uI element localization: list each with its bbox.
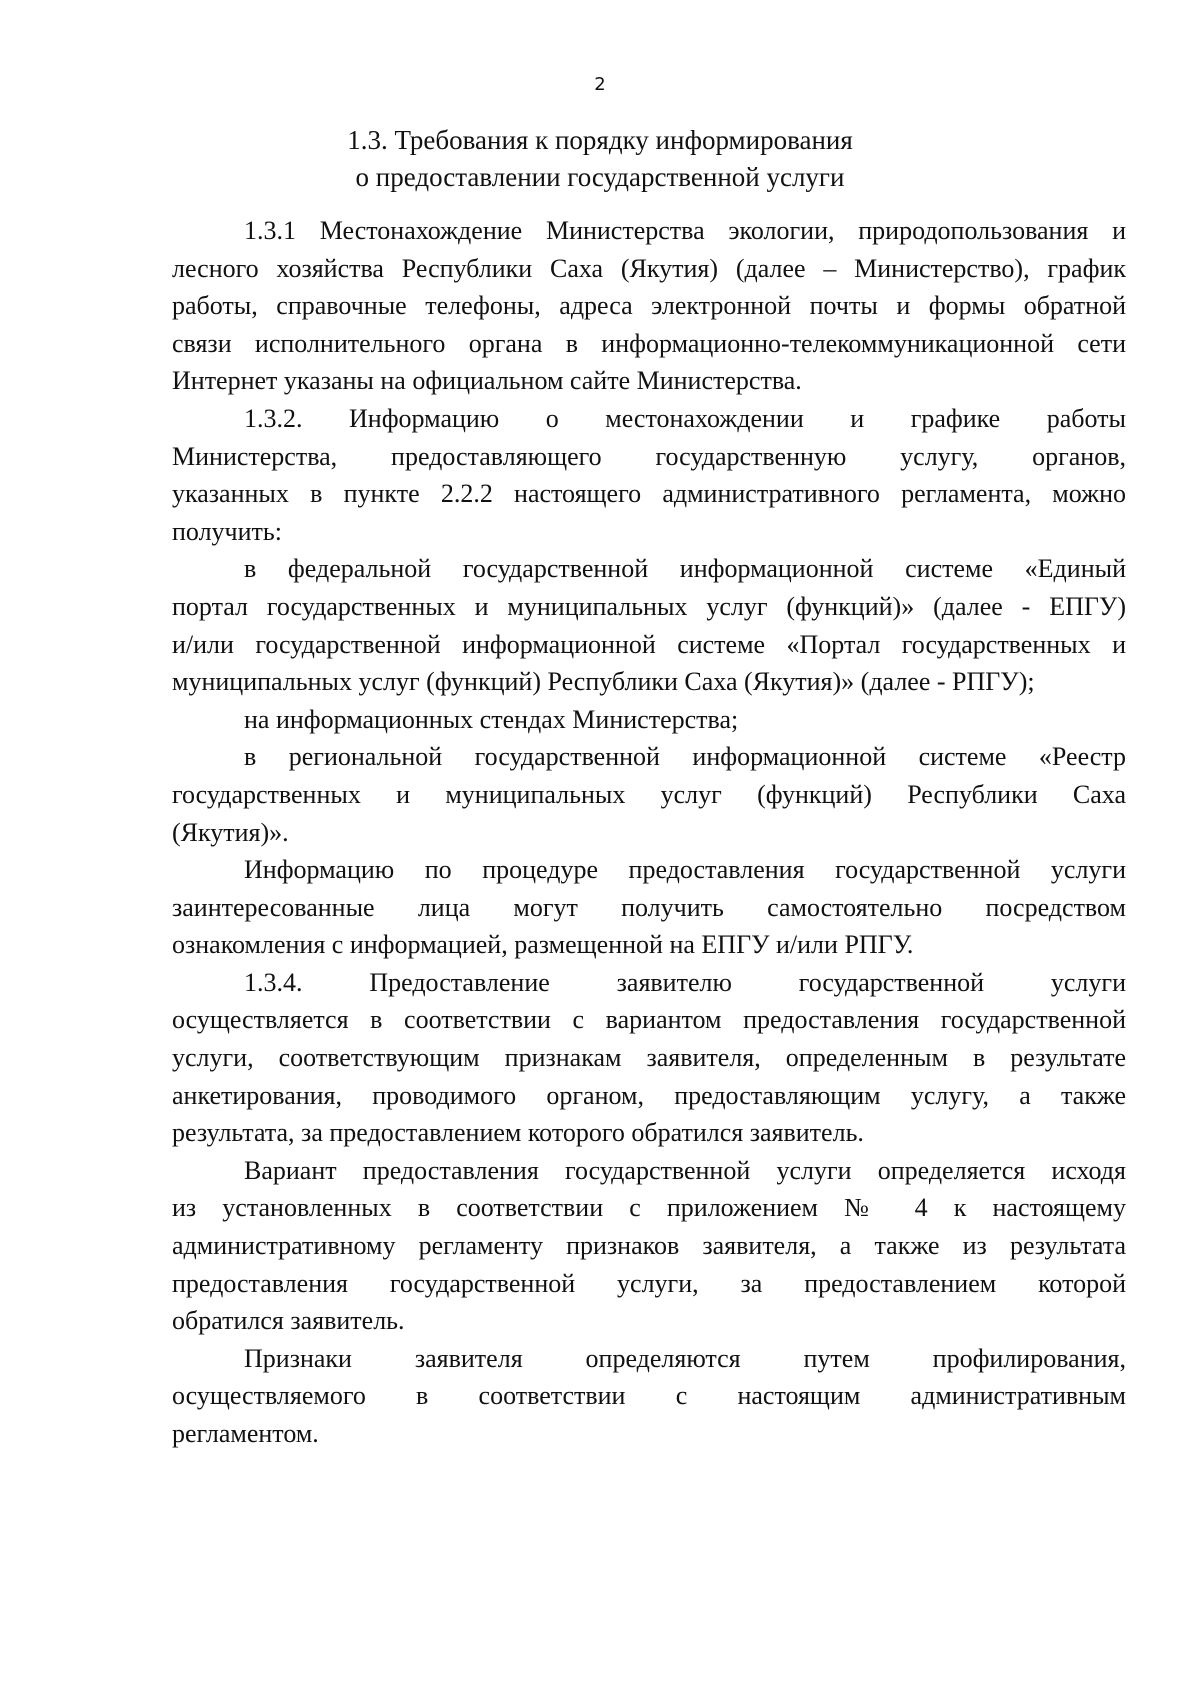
text-line: Министерства, предоставляющего государственную услугу, органов,	[172, 441, 1126, 471]
text-line: осуществляемого в соответствии с настоящим административным	[172, 1381, 1126, 1411]
paragraph-1-3-4	[172, 964, 1126, 1152]
text-line: заинтересованные лица могут получить самостоятельно посредством	[172, 892, 1126, 922]
paragraph-procedure-info	[172, 851, 1126, 964]
text-line: портал государственных и муниципальных услуг (функций)» (далее - ЕПГУ)	[172, 591, 1126, 621]
text-line: получить:	[172, 516, 282, 546]
text-line: осуществляется в соответствии с вариантом предоставления государственной	[172, 1005, 1126, 1035]
text-line: Вариант предоставления государственной услуги определяется исходя	[244, 1155, 1126, 1185]
text-line: муниципальных услуг (функций) Республики Саха (Якутия)» (далее - РПГУ);	[172, 667, 1035, 697]
text-line: 1.3.4. Предоставление заявителю государственной услуги	[244, 967, 1126, 997]
section-heading-line-2: о предоставлении государственной услуги	[355, 162, 845, 192]
text-line: результата, за предоставлением которого обратился заявитель.	[172, 1118, 864, 1148]
text-line: в федеральной государственной информационной системе «Единый	[244, 554, 1126, 584]
text-line: (Якутия)».	[172, 817, 289, 847]
paragraph-registry	[172, 738, 1126, 851]
paragraph-profiling	[172, 1340, 1126, 1453]
text-line: административному регламенту признаков заявителя, а также из результата	[172, 1231, 1126, 1261]
paragraph-stands	[172, 701, 1126, 739]
text-line: Интернет указаны на официальном сайте Министерства.	[172, 366, 802, 396]
paragraph-variant	[172, 1152, 1126, 1340]
section-heading-line-1: 1.3. Требования к порядку информирования	[347, 125, 853, 155]
text-line: лесного хозяйства Республики Саха (Якутия) (далее – Министерство), график	[172, 253, 1126, 283]
text-line: и/или государственной информационной системе «Портал государственных и	[172, 629, 1126, 659]
text-line: анкетирования, проводимого органом, предоставляющим услугу, а также	[172, 1080, 1126, 1110]
text-line: предоставления государственной услуги, за предоставлением которой	[172, 1268, 1126, 1298]
text-line: указанных в пункте 2.2.2 настоящего административного регламента, можно	[172, 479, 1126, 509]
text-line: 1.3.2. Информацию о местонахождении и графике работы	[244, 403, 1126, 433]
text-line: работы, справочные телефоны, адреса электронной почты и формы обратной	[172, 291, 1126, 321]
text-line: государственных и муниципальных услуг (функций) Республики Саха	[172, 779, 1126, 809]
page-number: 2	[594, 74, 606, 95]
section-heading	[0, 122, 1200, 196]
paragraph-1-3-1	[172, 212, 1126, 400]
text-line: 1.3.1 Местонахождение Министерства экологии, природопользования и	[244, 216, 1126, 245]
document-body	[172, 212, 1126, 1453]
text-line: Информацию по процедуре предоставления государственной услуги	[244, 855, 1126, 885]
paragraph-1-3-2	[172, 400, 1126, 550]
text-line: Признаки заявителя определяются путем профилирования,	[244, 1343, 1126, 1373]
text-line: в региональной государственной информационной системе «Реестр	[244, 742, 1126, 772]
text-line: ознакомления с информацией, размещенной на ЕПГУ и/или РПГУ.	[172, 930, 914, 960]
text-line: из установленных в соответствии с приложением № 4 к настоящему	[172, 1193, 1126, 1223]
text-line: на информационных стендах Министерства;	[244, 704, 739, 734]
text-line: регламентом.	[172, 1419, 319, 1448]
text-line: связи исполнительного органа в информационно-телекоммуникационной сети	[172, 328, 1126, 358]
text-line: обратился заявитель.	[172, 1306, 405, 1336]
text-line: услуги, соответствующим признакам заявителя, определенным в результате	[172, 1043, 1126, 1073]
paragraph-epgu	[172, 550, 1126, 700]
